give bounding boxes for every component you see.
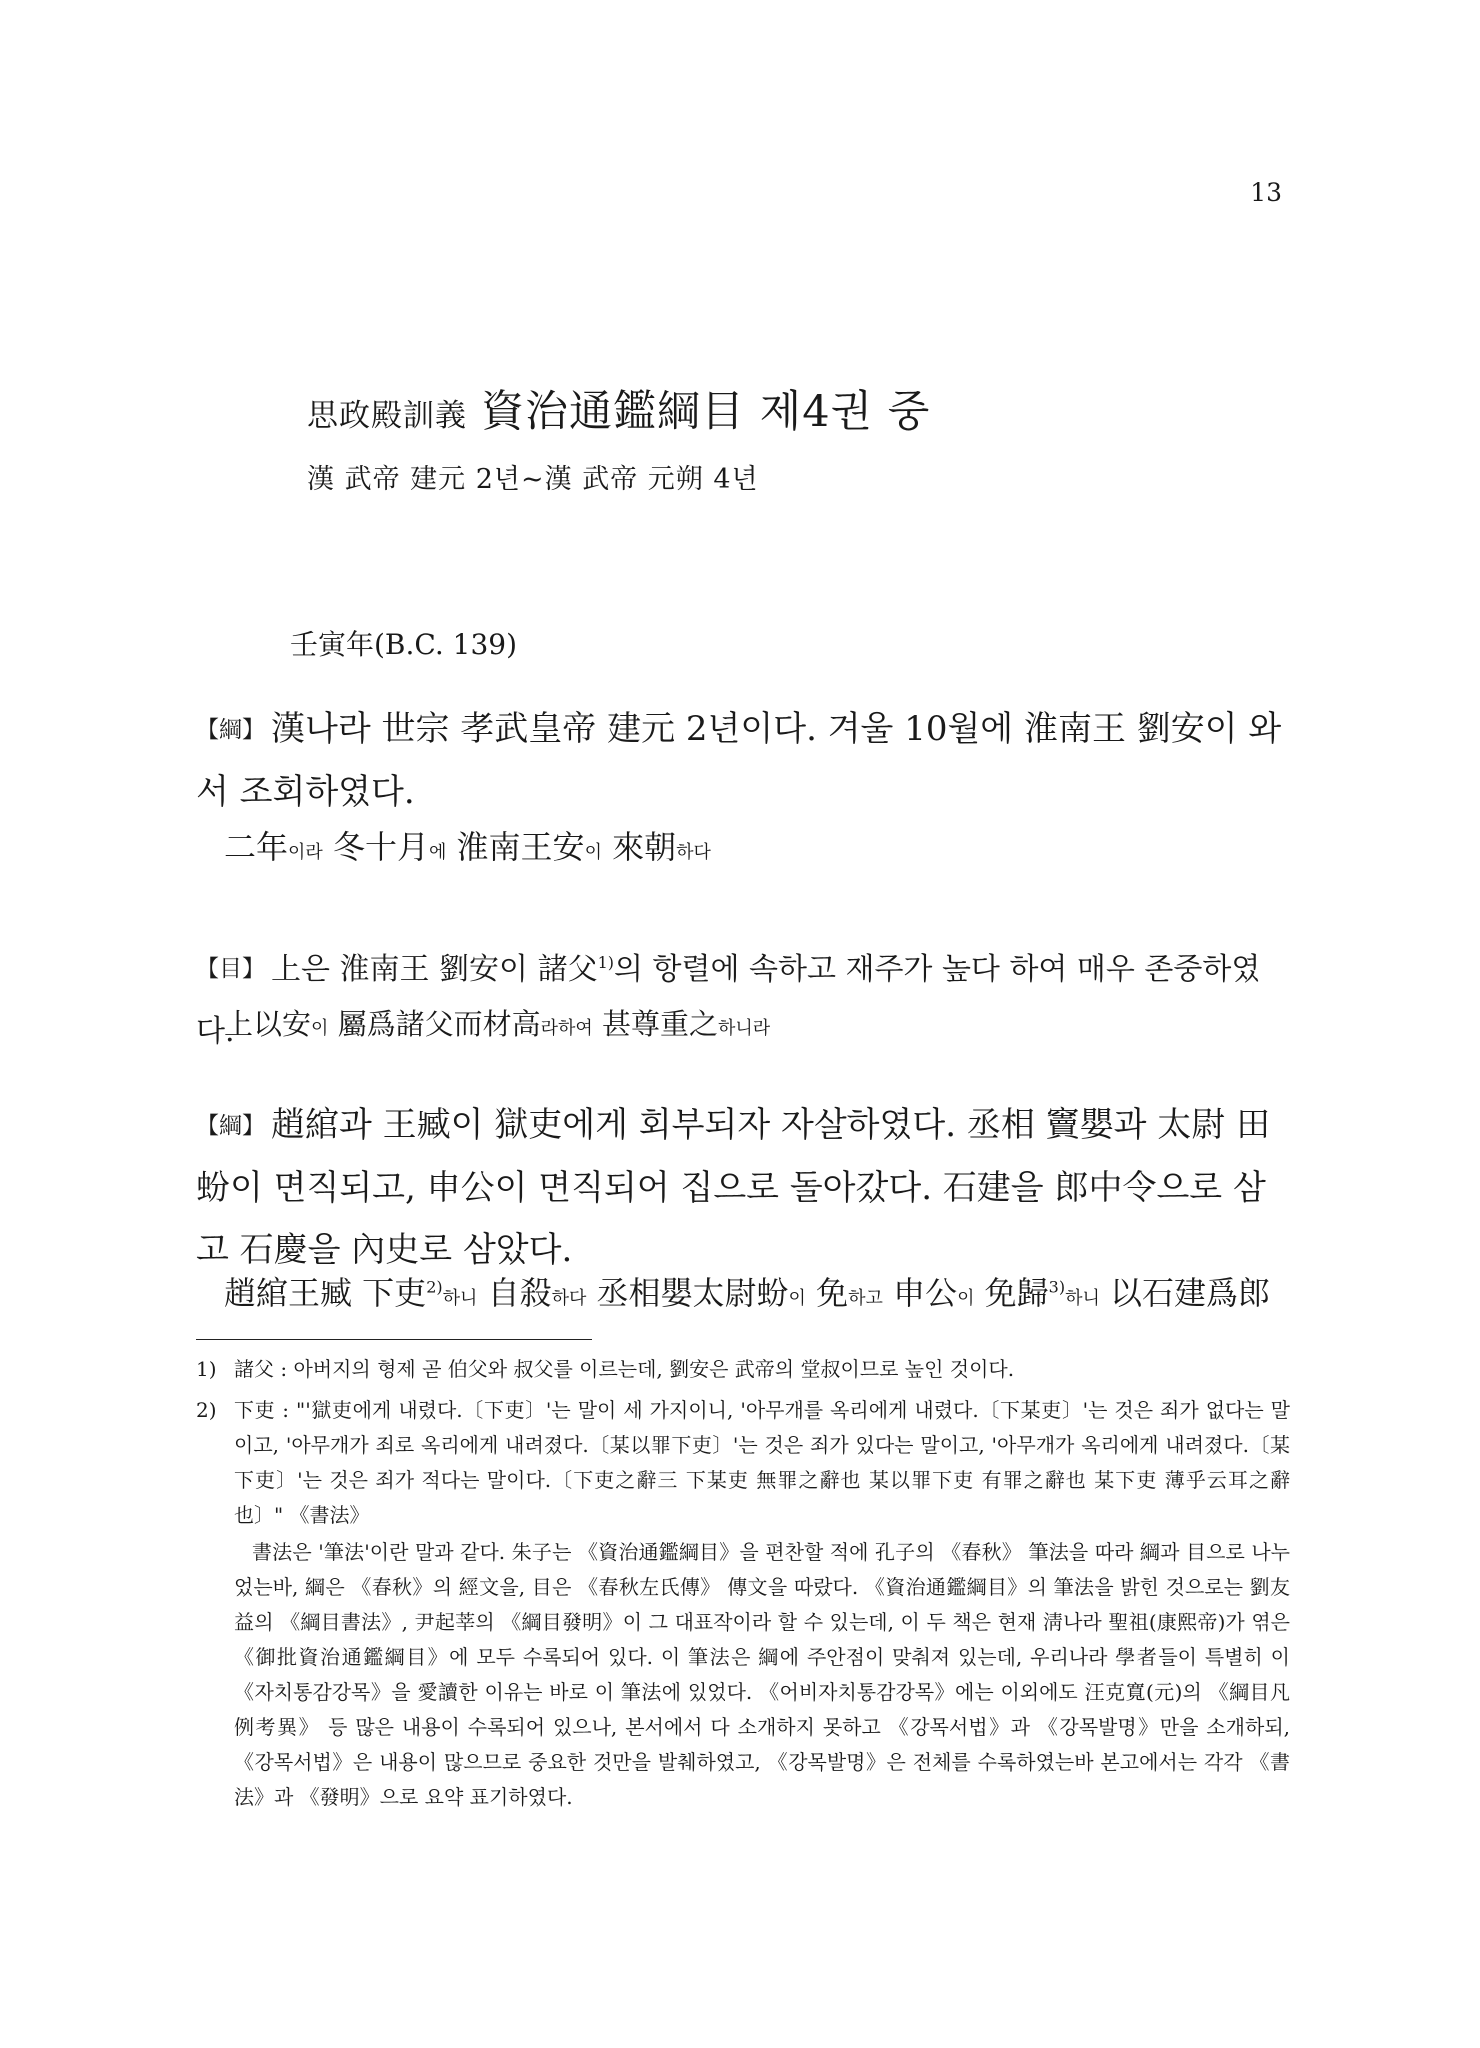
hanmun-word: 來朝 [601, 828, 677, 866]
hanmun-word: 以石建爲郎 [1099, 1274, 1271, 1312]
hanmun-word: 免歸 [974, 1274, 1049, 1312]
hanmun-word: 冬十月 [322, 828, 429, 866]
hanmun-particle: 하고 [848, 1288, 883, 1309]
chapter-subtitle: 漢 武帝 建元 2년~漢 武帝 元朔 4년 [307, 464, 759, 495]
entry-1-hanmun [224, 822, 711, 868]
entry-1-translation [196, 698, 1290, 823]
hanmun-word: 淮南王安 [446, 828, 585, 866]
hanmun-particle: 이 [788, 1288, 806, 1309]
hanmun-word: 甚尊重之 [592, 1007, 719, 1041]
gang-tag: 【綱】 [196, 717, 265, 743]
footnote-ref-3[interactable]: 3) [1048, 1277, 1066, 1297]
hanmun-word: 丞相嬰太尉蚡 [586, 1274, 789, 1312]
chapter-title [307, 378, 930, 439]
hanmun-particle: 에 [428, 842, 447, 863]
entry-2-text-after: 의 항렬에 속하고 재주가 높다 하여 매우 존중하였다. [196, 952, 1261, 1049]
hanmun-particle: 라하여 [540, 1018, 593, 1039]
year-heading: 壬寅年(B.C. 139) [290, 628, 517, 661]
hanmun-word: 屬爲諸父而材高 [328, 1007, 541, 1041]
title-lead: 思政殿訓義 [307, 398, 467, 434]
entry-2-translation [196, 932, 1290, 1063]
footnote-2-commentary: 書法은 '筆法'이란 말과 같다. 朱子는 《資治通鑑綱目》을 편찬할 적에 孔子의 《春秋》 筆法을 따라 綱과 目으로 나누었는바, 綱은 《春秋》의 經文을, 目은 《春秋左氏傳》 傳文을 따랐다. 《資治通鑑綱目》의 筆法을 밝힌 것으로는 劉友益의 《綱目書法》, 尹起莘의 《綱目發明》이 그 대표작이라 할 수 있는데, 이 두 책은 현재 淸나라 聖祖(康熙帝)가 엮은 《御批資治通鑑綱目》에 모두 수록되어 있다. 이 筆法은 綱에 주안점이 맞춰져 있는데, 우리나라 學者들이 특별히 이 《자치통감강목》을 愛讀한 이유는 바로 이 筆法에 있었다. 《어비자치통감강목》에는 이외에도 汪克寬(元)의 《綱目凡例考異》 등 많은 내용이 수록되어 있으나, 본서에서 다 소개하지 못하고 《강목서법》과 《강목발명》만을 소개하되, 《강목서법》은 내용이 많으므로 중요한 것만을 발췌하였고, 《강목발명》은 전체를 수록하였는바 본고에서는 각각 《書法》과 《發明》으로 요약 표기하였다. [234, 1540, 1290, 1809]
page-number: 13 [1250, 178, 1282, 207]
hanmun-word: 趙綰王臧 下吏 [224, 1274, 427, 1312]
footnote-number: 2) [196, 1398, 217, 1422]
hanmun-particle: 이 [584, 842, 602, 863]
hanmun-particle: 이 [311, 1018, 329, 1039]
title-main: 資治通鑑綱目 제4권 중 [481, 387, 931, 437]
hanmun-particle: 하다 [676, 842, 711, 863]
mok-tag: 【目】 [196, 956, 265, 982]
hanmun-particle: 이 [957, 1288, 975, 1309]
hanmun-word: 二年 [224, 828, 289, 866]
footnote-ref-2[interactable]: 2) [426, 1277, 443, 1297]
hanmun-word: 自殺 [477, 1274, 552, 1312]
entry-2-hanmun [224, 1002, 770, 1043]
footnote-divider [196, 1339, 592, 1340]
hanmun-particle: 하다 [551, 1288, 587, 1309]
gang-tag: 【綱】 [196, 1113, 265, 1139]
footnote-text: 諸父 : 아버지의 형제 곧 伯父와 叔父를 이르는데, 劉安은 武帝의 堂叔이므로 높인 것이다. [234, 1357, 1015, 1381]
footnote-number: 1) [196, 1357, 217, 1381]
entry-3-hanmun [224, 1268, 1270, 1314]
entry-3-translation [196, 1094, 1290, 1281]
hanmun-word: 申公 [882, 1274, 958, 1312]
entry-1-text: 漢나라 世宗 孝武皇帝 建元 2년이다. 겨울 10월에 淮南王 劉安이 와서 조회하였다. [196, 709, 1282, 812]
entry-2-text: 上은 淮南王 劉安이 諸父 [271, 952, 598, 987]
hanmun-particle: 하니 [442, 1288, 478, 1309]
footnote-ref-1[interactable]: 1) [597, 953, 614, 972]
hanmun-word: 上以安 [224, 1007, 312, 1041]
entry-3-text: 趙綰과 王臧이 獄吏에게 회부되자 자살하였다. 丞相 竇嬰과 太尉 田蚡이 면직되고, 申公이 면직되어 집으로 돌아갔다. 石建을 郎中令으로 삼고 石慶을 內史로 삼았다. [196, 1105, 1271, 1270]
hanmun-word: 免 [805, 1274, 849, 1312]
footnote-1 [196, 1352, 1290, 1387]
footnote-text: 下吏 : "'獄吏에게 내렸다.〔下吏〕'는 말이 세 가지이니, '아무개를 옥리에게 내렸다.〔下某吏〕'는 것은 죄가 없다는 말이고, '아무개가 죄로 옥리에게 내려졌다.〔某以罪下吏〕'는 것은 죄가 있다는 말이고, '아무개가 옥리에게 내려졌다.〔某下吏〕'는 것은 죄가 적다는 말이다.〔下吏之辭三 下某吏 無罪之辭也 某以罪下吏 有罪之辭也 某下吏 薄乎云耳之辭也〕" 《書法》 [234, 1398, 1290, 1527]
footnote-2 [196, 1393, 1290, 1533]
hanmun-particle: 이라 [288, 842, 323, 863]
hanmun-particle: 하니라 [718, 1018, 771, 1039]
hanmun-particle: 하니 [1065, 1288, 1100, 1309]
